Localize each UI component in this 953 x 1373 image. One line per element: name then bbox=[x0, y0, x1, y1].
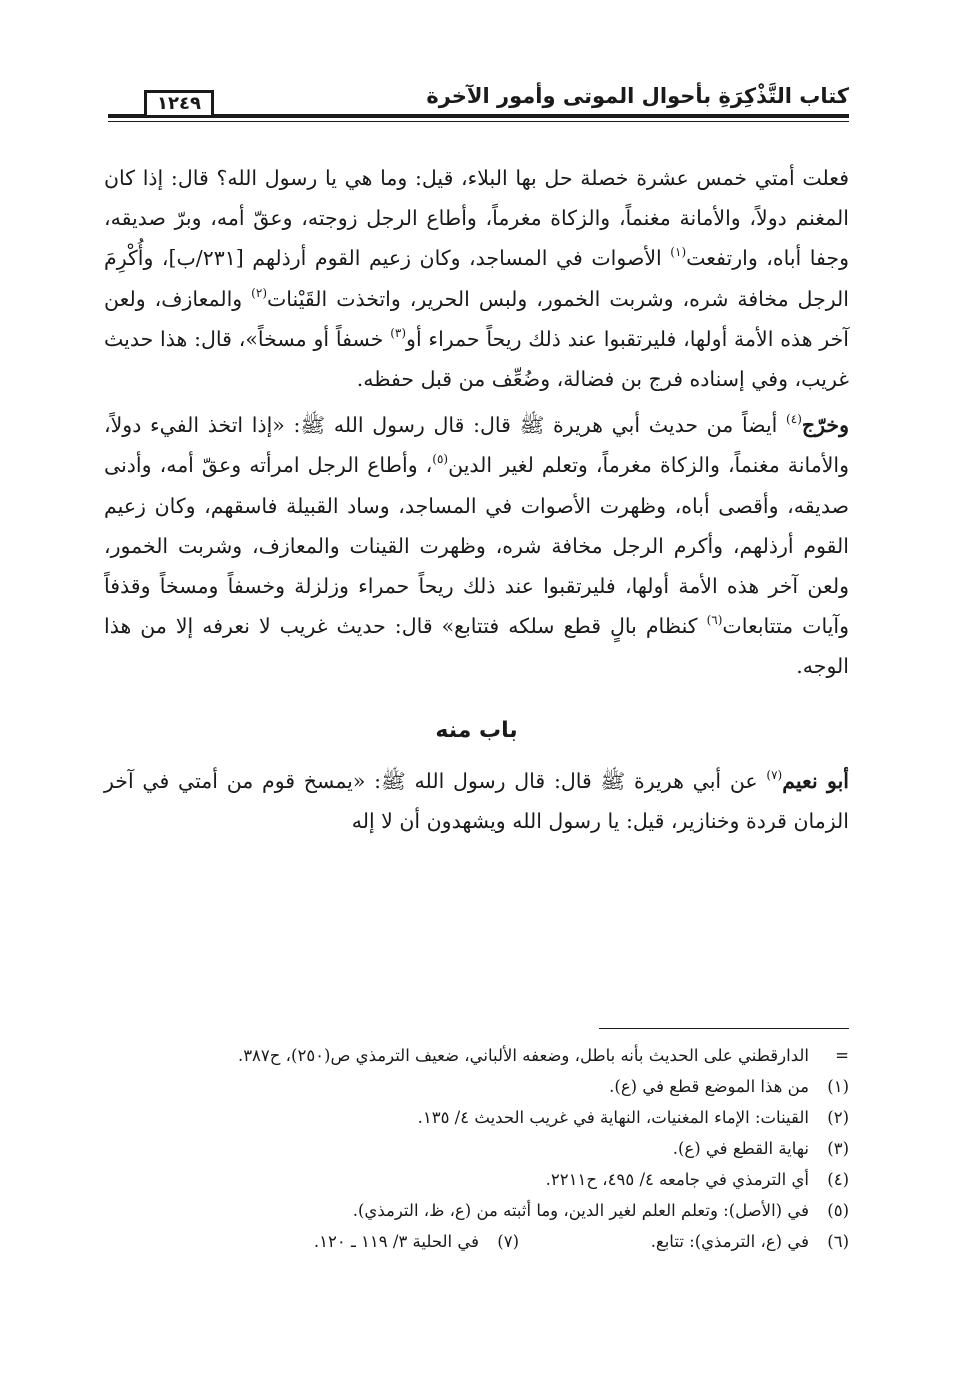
section-heading: باب منه bbox=[435, 717, 518, 743]
footnote-2: (٢) القينات: الإماء المغنيات، النهاية في غريب الحديث ٤/ ١٣٥. bbox=[417, 1108, 849, 1127]
main-text bbox=[104, 158, 849, 841]
running-title: كتاب التَّذْكِرَةِ بأحوال الموتى وأمور الآخرة bbox=[426, 84, 849, 108]
page-header bbox=[108, 82, 849, 122]
header-rule-thin bbox=[108, 121, 849, 122]
header-rule-thick bbox=[108, 114, 849, 118]
paragraph-3: أبو نعيم$^{(٧)}$ عن أبي هريرة ﷺ قال: قال رسول الله ﷺ: «يمسخ قوم من أمتي في آخر الزمان قردة وخنازير، قيل: يا رسول الله ويشهدون أن لا إله bbox=[104, 767, 849, 833]
footnote-separator bbox=[599, 1028, 849, 1029]
footnote-ref-6[interactable]: (٦) bbox=[706, 613, 723, 628]
footnote-ref-5[interactable]: (٥) bbox=[432, 452, 449, 467]
footnote-ref-3[interactable]: (٣) bbox=[390, 325, 407, 340]
paragraph-1: فعلت أمتي خمس عشرة خصلة حل بها البلاء، قيل: وما هي يا رسول الله؟ قال: إذا كان المغنم دولاً، والأمانة مغنماً، والزكاة مغرماً، وأطاع الرجل زوجته، وعقّ أمه، وبرّ صديقه، وجفا أباه، وارتفعت$^{(١)}$ الأصوات في المساجد، وكان زعيم القوم أرذلهم [٢٣١/ب]، وأُكْرِمَ الرجل مخافة شره، وشربت الخمور، ولبس الحرير، واتخذت القَيْنات$^{(٢)}$ والمعازف، ولعن آخر هذه الأمة أولها، فليرتقبوا عند ذلك ريحاً حمراء أو$^{(٣)}$ خسفاً أو مسخاً»، قال: هذا حديث غريب، وفي إسناده فرج بن فضالة، وضُعِّف من قبل حفظه. bbox=[104, 166, 849, 392]
footnote-7: (٧) في الحلية ٣/ ١١٩ ـ ١٢٠. bbox=[313, 1232, 519, 1251]
page-number: ١٢٤٩ bbox=[144, 90, 214, 118]
footnote-1: (١) من هذا الموضع قطع في (ع). bbox=[609, 1077, 849, 1096]
paragraph-2: وخرّج$^{(٤)}$ أيضاً من حديث أبي هريرة ﷺ قال: قال رسول الله ﷺ: «إذا اتخذ الفيء دولاً، والأمانة مغنماً، والزكاة مغرماً، وتعلم لغير الدين$^{(٥)}$، وأطاع الرجل امرأته وعقّ أمه، وأدنى صديقه، وأقصى أباه، وظهرت الأصوات في المساجد، وساد القبيلة فاسقهم، وكان زعيم القوم أرذلهم، وأكرم الرجل مخافة شره، وظهرت القينات والمعازف، وشربت الخمور، ولعن آخر هذه الأمة أولها، فليرتقبوا عند ذلك ريحاً حمراء وزلزلة وخسفاً ومسخاً وقذفاً وآيات متتابعات$^{(٦)}$ كنظام بالٍ قطع سلكه فتتابع» قال: حديث غريب لا نعرفه إلا من هذا الوجه. bbox=[104, 412, 849, 679]
paragraph-2-lead: وخرّج bbox=[801, 413, 849, 438]
footnote-ref-4[interactable]: (٤) bbox=[786, 412, 802, 427]
paragraph-3-lead: أبو نعيم bbox=[782, 768, 849, 793]
footnote-ref-2[interactable]: (٢) bbox=[251, 285, 267, 300]
footnote-5: (٥) في (الأصل): وتعلم العلم لغير الدين، وما أثبته من (ع، ظ، الترمذي). bbox=[352, 1201, 849, 1220]
footnote-pair-6-7 bbox=[104, 1226, 849, 1257]
continuation-mark: = bbox=[835, 1046, 849, 1065]
footnote-ref-7[interactable]: (٧) bbox=[766, 767, 783, 782]
footnote-3: (٣) نهاية القطع في (ع). bbox=[672, 1139, 849, 1158]
footnote-continuation: = الدارقطني على الحديث بأنه باطل، وضعفه الألباني، ضعيف الترمذي ص(٢٥٠)، ح٣٨٧. bbox=[104, 1040, 849, 1071]
footnote-4: (٤) أي الترمذي في جامعه ٤/ ٤٩٥، ح٢٢١١. bbox=[545, 1170, 849, 1189]
footnote-ref-1[interactable]: (١) bbox=[670, 245, 687, 260]
footnotes bbox=[104, 1040, 849, 1257]
footnote-6: (٦) في (ع، الترمذي): تتابع. bbox=[650, 1232, 849, 1251]
